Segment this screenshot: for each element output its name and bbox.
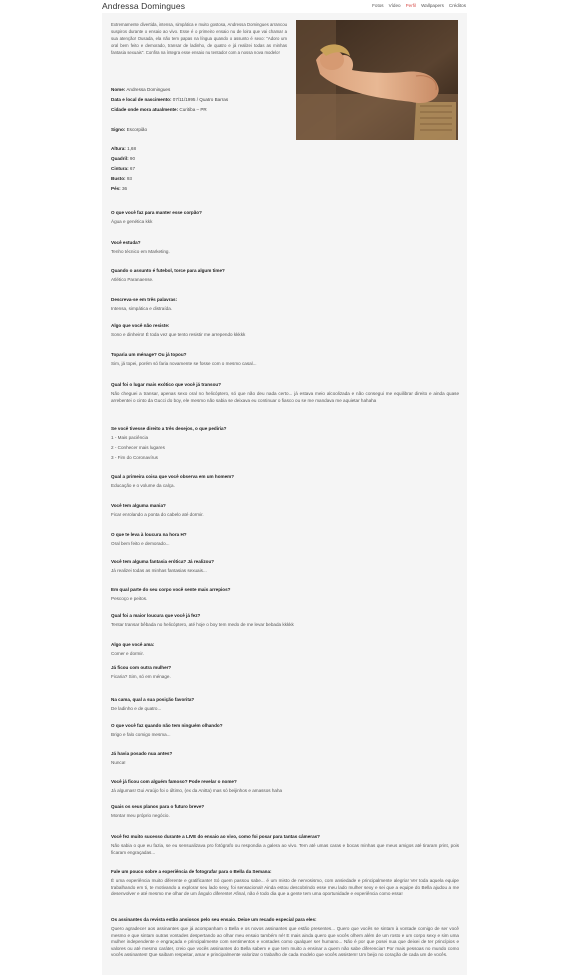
answer: [111, 760, 459, 767]
answer: [111, 541, 459, 548]
nav-creditos[interactable]: Créditos: [448, 3, 466, 8]
answer-line: 3 - Fim do Coronavírus: [111, 455, 158, 460]
answer-line: Já algumas! Gui Araújo foi o último, (ex da Anitta) mas só beijinhos e amassos haha: [111, 788, 283, 793]
answer: [111, 568, 459, 575]
question: Os assinantes da revista estão ansiosos pelo seu ensaio. Deixe um recado especial para eles:: [111, 917, 317, 922]
question: Se você tivesse direito a três desejos, o que pediria?: [111, 426, 227, 431]
answer: [111, 277, 459, 284]
qa-item: [111, 268, 459, 284]
nav-video[interactable]: Vídeo: [388, 3, 401, 8]
answer: [111, 435, 459, 462]
answer-line: Nunca!: [111, 760, 126, 765]
answer-line: 2 - Conhecer mais lugares: [111, 445, 165, 450]
answer: [111, 306, 459, 313]
question: Algo que você ama:: [111, 642, 155, 647]
fact-feet: Pés: 36: [111, 186, 128, 191]
main-nav: [372, 3, 466, 8]
qa-item: [111, 240, 459, 256]
qa-item: [111, 426, 459, 465]
question: Você já ficou com alguém famoso? Pode revelar o nome?: [111, 779, 237, 784]
nav-perfil[interactable]: Perfil: [405, 3, 417, 8]
qa-item: [111, 352, 459, 368]
qa-item: [111, 559, 459, 575]
question: Já havia posado nua antes?: [111, 751, 173, 756]
nav-wallpapers[interactable]: Wallpapers: [421, 3, 444, 8]
qa-item: [111, 503, 459, 519]
answer-line: Atlético Paranaense.: [111, 277, 154, 282]
qa-item: [111, 723, 459, 739]
fact-waist: Cintura: 67: [111, 166, 136, 171]
answer-line: Água e genética kkk: [111, 219, 153, 224]
answer-line: Ficaria? Sim, só em ménage.: [111, 674, 171, 679]
qa-item: [111, 297, 459, 313]
answer: [111, 219, 459, 226]
answer: [111, 843, 459, 856]
answer: [111, 926, 459, 959]
answer: [111, 596, 459, 603]
answer: [111, 878, 459, 898]
answer: [111, 391, 459, 404]
profile-page: [102, 13, 467, 975]
question: Você fez muito sucesso durante a LIVE do ensaio ao vivo, como foi posar para tantas câmeras?: [111, 834, 320, 839]
qa-item: [111, 834, 459, 856]
fact-height: Altura: 1,68: [111, 146, 137, 151]
answer: [111, 483, 459, 490]
answer-line: Sim, já topei, porém só faria novamente se fosse com o mesmo casal...: [111, 361, 257, 366]
qa-item: [111, 665, 459, 681]
intro-paragraph: Extremamente divertida, intensa, simpática e muito gostosa, Andressa Domingues arrancou suspiros durante o ensaio ao vivo. Esse é o primeiro ensaio nu de loira que vai chamar a sua atenção! Ousada, ela não tem papas na língua quando o assunto é sexo: "Adoro um oral bem feito e demorado, transar de ladinho, de quatro e já realizei todas as minhas fantasia sexuais". Confira na íntegra esse ensaio nu tentador com a nossa nova modelo!: [111, 22, 287, 55]
fact-hips: Quadril: 90: [111, 156, 136, 161]
answer-line: Tentar transar bêbada no helicóptero, até hoje o boy tem medo de me levar bebada kkkkk: [111, 622, 294, 627]
answer: [111, 361, 459, 368]
answer: [111, 788, 459, 795]
question: Quando o assunto é futebol, torce para algum time?: [111, 268, 225, 273]
answer-line: Quero agradecer aos assinantes que já acompanham o Bella e os novos assinantes que estão presentes... Quero que vocês se sintam à vontade comigo de ser você mesmo e que sintam outras vontades despertando ao olhar meu ensaio também né! E mais ainda quero que vocês olhem além de um rosto e um corpo sexy e sim uma mulher independente e engraçada e principalmente com sentimentos e vontades como qualquer ser humano... Não é por que posei nua que deixei de ter princípios e valores ou até mesmo caráter, creio que vocês assinantes do Bella sabem e que tem muito a ensinar a quem não sabe diferenciar! Por mais pessoas no mundo como vocês assinantes! Que saibam respeitar, amar e principalmente valorizar o trabalho de cada modelo que vocês assistem! Um beijo no coração de cada um de vocês.: [111, 926, 459, 957]
answer-line: Tenho técnico em Marketing.: [111, 249, 170, 254]
answer: [111, 249, 459, 256]
answer: [111, 674, 459, 681]
qa-item: [111, 917, 459, 959]
fact-name: Nome: Andressa Domingues: [111, 87, 171, 92]
question: Qual foi a maior loucura que você já fez?: [111, 613, 201, 618]
question: Na cama, qual a sua posição favorita?: [111, 697, 195, 702]
question: O que te leva à loucura na hora H?: [111, 532, 187, 537]
qa-item: [111, 474, 459, 490]
answer: [111, 651, 459, 658]
question: O que você faz para manter esse corpão?: [111, 210, 202, 215]
site-title[interactable]: Andressa Domingues: [102, 1, 186, 11]
question: Quais os seus planos para o futuro breve?: [111, 804, 205, 809]
question: Você estuda?: [111, 240, 141, 245]
question: Fale um pouco sobre a experiência de fotografar para o Bella da Semana:: [111, 869, 272, 874]
answer-line: De ladinho e de quatro...: [111, 706, 162, 711]
photo-illustration: [296, 20, 458, 140]
answer-line: É uma experiência muito diferente e gratificante! Só quem passou sabe... é um misto de nervosismo, com ansiedade e principalmente alegria! Ver toda aquela equipe trabalhando em ti, te motivando a explorar seu lado sexy, foi sensacional! Ainda estou descobrindo esse meu lado mulher sexy e sei que a equipe do Bella ajudou a me desenvolver e até mesmo me olhar de um ângulo diferente! Afinal, não é todo dia que a gente tem uma oportunidade e experiência como essa!: [111, 878, 459, 896]
answer-line: Ficar enrolando a ponta do cabelo até dormir.: [111, 512, 204, 517]
question: Algo que você não resiste:: [111, 323, 170, 328]
question: Qual foi o lugar mais exótico que você já transou?: [111, 382, 222, 387]
qa-item: [111, 697, 459, 713]
question: Toparia um ménage? Ou já topou?: [111, 352, 187, 357]
question: Você tem alguma mania?: [111, 503, 166, 508]
model-photo[interactable]: [296, 20, 458, 140]
answer-line: Montar meu próprio negócio.: [111, 813, 170, 818]
answer-line: Não cheguei a transar, apenas sexo oral no helicóptero, só que não deu nada certo... já estava meio alcoolizada e não consegui me equilibrar direito e ainda quase arrebentei o cinto da Gucci do boy, ele mesmo não sabia se deixava eu continuar o fiasco ou se me mandava me aquietar hahaha: [111, 391, 459, 403]
fact-bust: Busto: 93: [111, 176, 132, 181]
answer-line: Não sabia o que eu fazia, se eu sensualizava pro fotógrafo ou respondia a galera ao vivo. Tem até umas caras e bocas minhas que meus amigos até tiraram print, pois ficaram engraçadas...: [111, 843, 459, 855]
question: Qual a primeira coisa que você observa em um homem?: [111, 474, 235, 479]
answer-line: Oral bem feito e demorado...: [111, 541, 170, 546]
answer-line: Intensa, simpática e distraída.: [111, 306, 173, 311]
fact-birth: Data e local de nascimento: 07/11/1995 / Quatro Barras: [111, 97, 229, 102]
answer-line: Comer e dormir.: [111, 651, 144, 656]
qa-item: [111, 210, 459, 226]
answer-line: Brigo e falo comigo mesma...: [111, 732, 171, 737]
answer: [111, 622, 459, 629]
answer-line: Já realizei todas as minhas fantasias sexuais...: [111, 568, 207, 573]
qa-item: [111, 532, 459, 548]
fact-sign: Signo: Escorpião: [111, 127, 148, 132]
qa-item: [111, 779, 459, 795]
answer: [111, 332, 459, 339]
answer-line: Sono e dinheiro! É toda vez que tento resistir me arrependo kkkkk: [111, 332, 246, 337]
question: Já ficou com outra mulher?: [111, 665, 172, 670]
answer: [111, 512, 459, 519]
qa-item: [111, 642, 459, 658]
answer-line: Pescoço e peitos.: [111, 596, 148, 601]
qa-item: [111, 323, 459, 339]
question: Em qual parte do seu corpo você sente mais arrepios?: [111, 587, 231, 592]
qa-item: [111, 804, 459, 820]
question: Você tem alguma fantasia erótica? Já realizou?: [111, 559, 215, 564]
qa-item: [111, 613, 459, 629]
qa-item: [111, 751, 459, 767]
answer: [111, 706, 459, 713]
nav-fotos[interactable]: Fotos: [372, 3, 384, 8]
question: O que você faz quando não tem ninguém olhando?: [111, 723, 223, 728]
top-navigation-bar: [0, 0, 569, 13]
qa-item: [111, 587, 459, 603]
fact-city: Cidade onde mora atualmente: Curitiba – PR: [111, 107, 207, 112]
answer: [111, 813, 459, 820]
answer-line: 1 - Mais paciência: [111, 435, 149, 440]
answer: [111, 732, 459, 739]
qa-item: [111, 382, 459, 404]
answer-line: Educação e o volume da calça.: [111, 483, 175, 488]
question: Descreva-se em três palavras:: [111, 297, 178, 302]
qa-item: [111, 869, 459, 898]
